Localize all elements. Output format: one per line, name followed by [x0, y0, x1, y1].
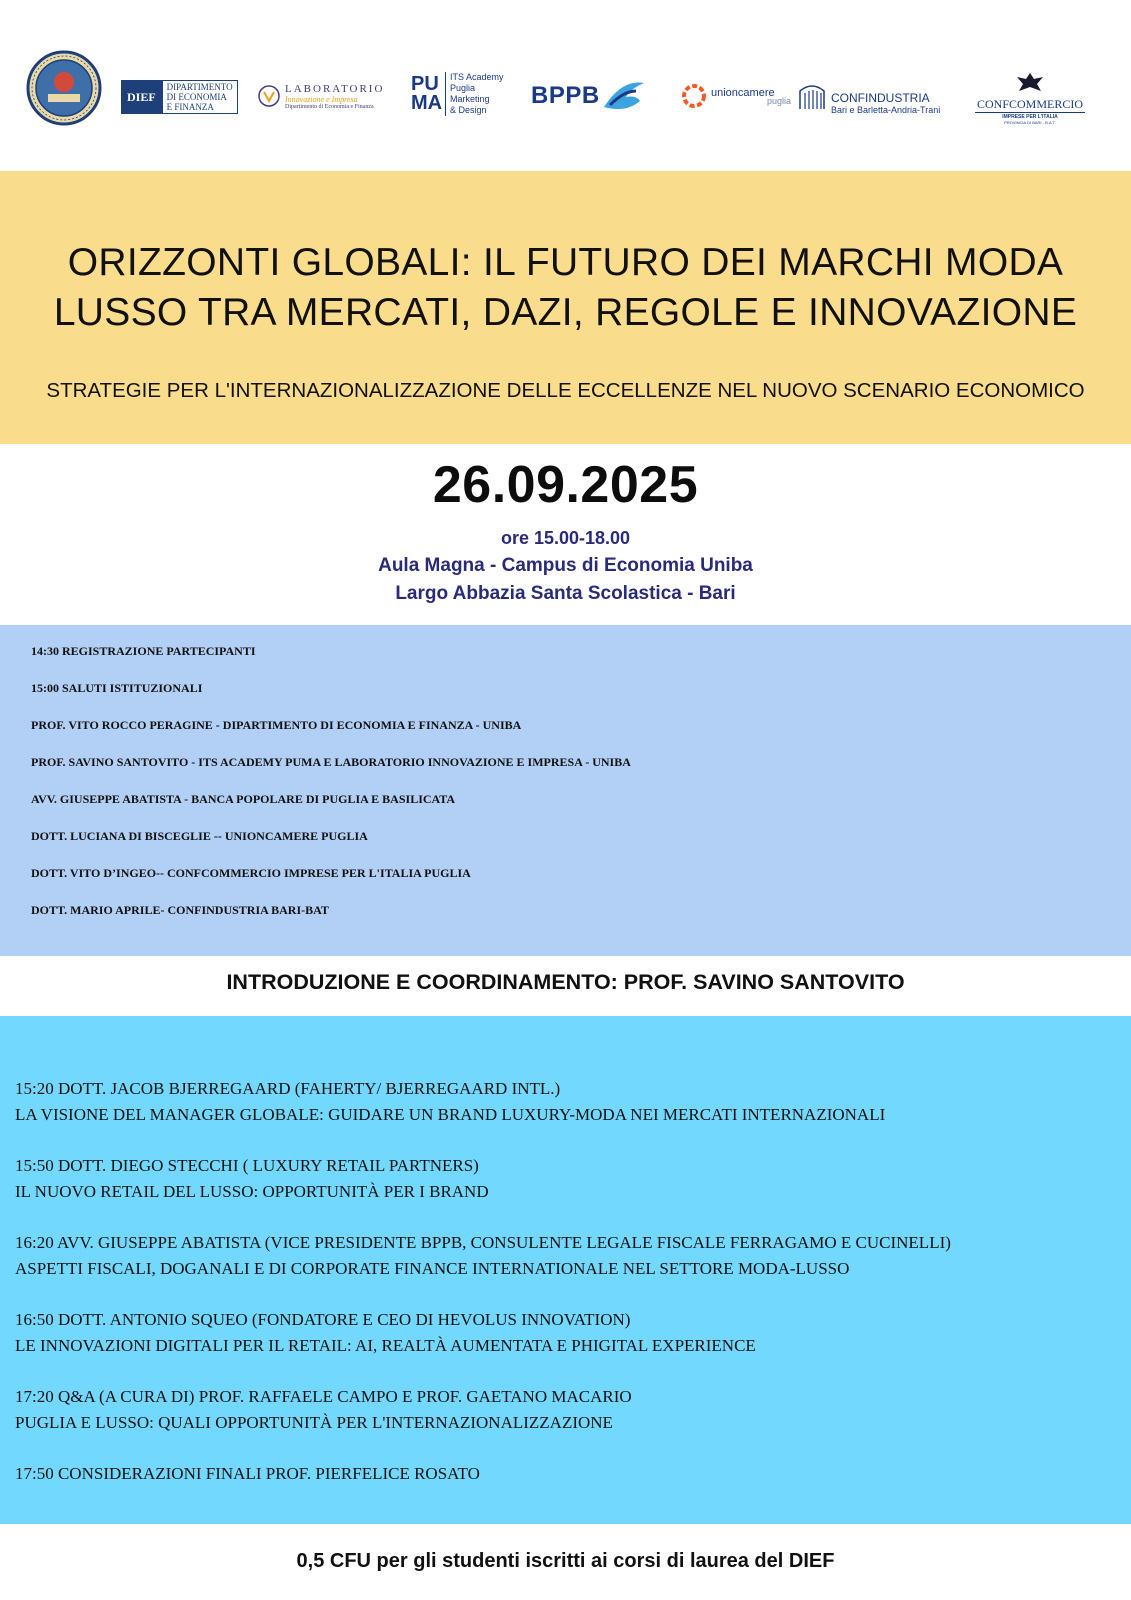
bppb-swoosh-icon	[600, 77, 646, 115]
agenda-section	[0, 625, 1131, 956]
confcommercio-logo	[978, 68, 1082, 128]
laboratorio-icon	[257, 84, 281, 108]
venue-line: Largo Abbazia Santa Scolastica - Bari	[395, 583, 736, 604]
confindustria-logo-text	[831, 77, 940, 115]
event-date: 26.09.2025	[432, 456, 699, 514]
dief-logo-text	[162, 80, 238, 114]
unioncamere-logo-text	[711, 87, 791, 106]
dief-logo	[121, 80, 238, 114]
confindustria-icon	[797, 81, 827, 111]
agenda-list	[31, 643, 631, 939]
laboratorio-logo-text	[285, 83, 384, 110]
university-seal-logo	[26, 50, 102, 126]
event-subtitle: STRATEGIE PER L'INTERNAZIONALIZZAZIONE DELLE ECCELLENZE NEL NUOVO SCENARIO ECONOMICO	[46, 379, 1085, 402]
logo-bar	[0, 0, 1131, 170]
program-section	[0, 1016, 1131, 1524]
program-speaker: 17:20 Q&A (A CURA DI) PROF. RAFFAELE CAMPO E PROF. GAETANO MACARIO	[15, 1387, 632, 1406]
program-item	[15, 1230, 951, 1307]
event-time: ore 15.00-18.00	[500, 528, 631, 548]
dief-logo-line: E FINANZA	[166, 102, 214, 112]
confcommercio-logo-line: CONFCOMMERCIO	[976, 97, 1084, 111]
program-item	[15, 1307, 951, 1384]
puma-logo-mark-line: MA	[411, 92, 443, 114]
laboratorio-logo-line: LABORATORIO	[285, 82, 385, 95]
program-speaker: 16:50 DOTT. ANTONIO SQUEO (FONDATORE E CEO DI HEVOLUS INNOVATION)	[15, 1310, 631, 1329]
confcommercio-logo-line: IMPRESE PER L'ITALIA	[1002, 114, 1058, 120]
puma-logo-line: Marketing	[450, 94, 490, 104]
program-item	[15, 1153, 951, 1230]
program-item	[15, 1076, 951, 1153]
event-venue	[0, 524, 1131, 608]
puma-logo-line: ITS Academy	[450, 72, 504, 82]
laboratorio-logo-line: Dipartimento di Economia e Finanza	[285, 103, 374, 110]
intro-coordination: INTRODUZIONE E COORDINAMENTO: PROF. SAVINO SANTOVITO	[226, 970, 905, 994]
venue-line: Aula Magna - Campus di Economia Uniba	[378, 555, 753, 576]
agenda-item: PROF. VITO ROCCO PERAGINE - DIPARTIMENTO DI ECONOMIA E FINANZA - UNIBA	[31, 718, 522, 732]
unioncamere-icon	[681, 83, 707, 109]
laboratorio-logo	[257, 80, 384, 112]
unioncamere-logo	[681, 80, 791, 112]
confindustria-logo-line: Bari e Barletta-Andria-Trani	[831, 105, 941, 115]
program-topic: LE INNOVAZIONI DIGITALI PER IL RETAIL: AI, REALTÀ AUMENTATA E PHIGITAL EXPERIENCE	[15, 1336, 756, 1355]
agenda-item: 15:00 SALUTI ISTITUZIONALI	[31, 681, 203, 695]
program-topic: LA VISIONE DEL MANAGER GLOBALE: GUIDARE UN BRAND LUXURY-MODA NEI MERCATI INTERNAZIONALI	[15, 1105, 886, 1124]
dief-logo-line: DI ECONOMIA	[166, 92, 227, 102]
event-title	[0, 238, 1131, 338]
event-title-line: ORIZZONTI GLOBALI: IL FUTURO DEI MARCHI MODA	[67, 241, 1064, 284]
program-topic: PUGLIA E LUSSO: QUALI OPPORTUNITÀ PER L'INTERNAZIONALIZZAZIONE	[15, 1413, 613, 1432]
program-speaker: 17:50 CONSIDERAZIONI FINALI PROF. PIERFELICE ROSATO	[15, 1464, 480, 1483]
puma-logo-line: & Design	[450, 105, 487, 115]
puma-logo-text	[445, 72, 504, 116]
agenda-item: DOTT. MARIO APRILE- CONFINDUSTRIA BARI-BAT	[31, 903, 329, 917]
eagle-icon	[1015, 71, 1045, 95]
dief-logo-line: DIPARTIMENTO	[166, 82, 233, 92]
bppb-logo	[531, 76, 646, 116]
bppb-logo-text: BPPB	[531, 82, 600, 109]
cfu-note: 0,5 CFU per gli studenti iscritti ai corsi di laurea del DIEF	[296, 1550, 835, 1572]
puma-logo-mark	[411, 75, 445, 113]
unioncamere-logo-line: puglia	[767, 95, 792, 106]
puma-logo-mark-line: PU	[411, 73, 439, 95]
event-title-line: LUSSO TRA MERCATI, DAZI, REGOLE E INNOVAZIONE	[53, 291, 1078, 334]
laboratorio-logo-line: Innovazione e Impresa	[285, 94, 358, 104]
unioncamere-logo-line: unioncamere	[711, 86, 775, 99]
program-speaker: 15:20 DOTT. JACOB BJERREGAARD (FAHERTY/ BJERREGAARD INTL.)	[15, 1079, 561, 1098]
program-list	[15, 1076, 951, 1538]
program-topic: ASPETTI FISCALI, DOGANALI E DI CORPORATE FINANCE INTERNATIONALE NEL SETTORE MODA-LUSSO	[15, 1259, 850, 1278]
confindustria-logo	[797, 74, 940, 118]
program-item	[15, 1384, 951, 1461]
dief-logo-box: DIEF	[121, 80, 162, 114]
agenda-item: 14:30 REGISTRAZIONE PARTECIPANTI	[31, 644, 256, 658]
puma-logo	[411, 72, 504, 116]
program-topic: IL NUOVO RETAIL DEL LUSSO: OPPORTUNITÀ PER I BRAND	[15, 1182, 489, 1201]
title-band	[0, 171, 1131, 444]
program-item	[15, 1461, 951, 1538]
puma-logo-line: Puglia	[450, 83, 476, 93]
agenda-item: PROF. SAVINO SANTOVITO - ITS ACADEMY PUMA E LABORATORIO INNOVAZIONE E IMPRESA - UNIBA	[31, 755, 631, 769]
agenda-item: AVV. GIUSEPPE ABATISTA - BANCA POPOLARE DI PUGLIA E BASILICATA	[31, 792, 456, 806]
program-speaker: 16:20 AVV. GIUSEPPE ABATISTA (VICE PRESIDENTE BPPB, CONSULENTE LEGALE FISCALE FERRAGAMO E CUCINELLI)	[15, 1233, 951, 1252]
agenda-item: DOTT. VITO D’INGEO-- CONFCOMMERCIO IMPRESE PER L'ITALIA PUGLIA	[31, 866, 471, 880]
confindustria-logo-line: CONFINDUSTRIA	[831, 91, 930, 105]
agenda-item: DOTT. LUCIANA DI BISCEGLIE -- UNIONCAMERE PUGLIA	[31, 829, 368, 843]
program-speaker: 15:50 DOTT. DIEGO STECCHI ( LUXURY RETAIL PARTNERS)	[15, 1156, 479, 1175]
confcommercio-logo-line: PROVINCIA DI BARI - B.A.T.	[1004, 120, 1056, 125]
university-seal-icon	[26, 50, 102, 126]
